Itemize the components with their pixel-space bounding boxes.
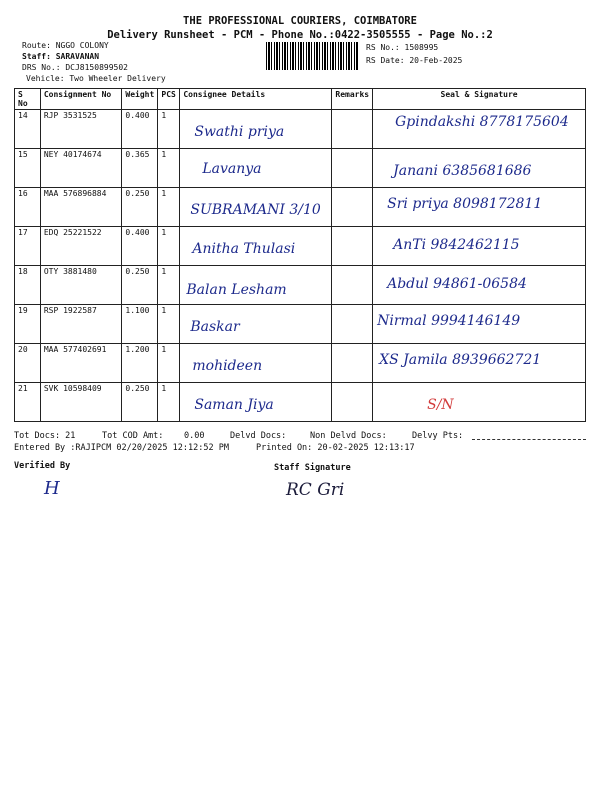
consignment-cell: RJP 3531525: [40, 110, 122, 149]
verified-by-label: Verified By: [14, 461, 71, 471]
weight-cell: 1.200: [122, 344, 158, 383]
remarks-cell: [332, 110, 373, 149]
col-consignment: Consignment No: [40, 89, 122, 110]
consignee-cell: [180, 188, 332, 227]
sno-cell: 15: [15, 149, 41, 188]
remarks-cell: [332, 383, 373, 422]
weight-cell: 0.250: [122, 383, 158, 422]
remarks-cell: [332, 227, 373, 266]
staff-label: Staff: SARAVANAN: [22, 52, 100, 61]
route-label: Route: NGGO COLONY: [22, 41, 109, 50]
seal-cell: [373, 383, 586, 422]
delivery-points: Delvy Pts:: [412, 431, 464, 441]
col-seal: Seal & Signature: [373, 89, 586, 110]
sno-cell: 16: [15, 188, 41, 227]
pcs-cell: 1: [158, 383, 180, 422]
table-row: [15, 344, 586, 383]
consignee-handwriting: Swathi priya: [194, 124, 285, 140]
seal-cell: [373, 188, 586, 227]
consignee-cell: [180, 149, 332, 188]
consignment-cell: MAA 577402691: [40, 344, 122, 383]
non-delivered-docs: Non Delvd Docs:: [310, 431, 387, 441]
consignee-handwriting: Lavanya: [202, 161, 262, 177]
col-pcs: PCS: [158, 89, 180, 110]
seal-cell: [373, 344, 586, 383]
barcode-image: [266, 42, 358, 70]
runsheet-subtitle: Delivery Runsheet - PCM - Phone No.:0422-3505555 - Page No.:2: [107, 29, 493, 41]
remarks-cell: [332, 344, 373, 383]
signature-handwriting: Gpindakshi 8778175604: [395, 114, 569, 130]
sno-cell: 14: [15, 110, 41, 149]
consignment-cell: OTY 3881480: [40, 266, 122, 305]
weight-cell: 0.250: [122, 266, 158, 305]
entered-by: Entered By :RAJIPCM 02/20/2025 12:12:52 PM: [14, 443, 229, 453]
printed-on: Printed On: 20-02-2025 12:13:17: [256, 443, 415, 453]
sno-cell: 19: [15, 305, 41, 344]
staff-signature-mark: RC Gri: [286, 480, 345, 500]
sno-cell: 21: [15, 383, 41, 422]
consignment-cell: RSP 1922587: [40, 305, 122, 344]
weight-cell: 0.250: [122, 188, 158, 227]
signature-handwriting: Nirmal 9994146149: [377, 313, 521, 329]
consignee-cell: [180, 266, 332, 305]
signature-handwriting: Sri priya 8098172811: [387, 196, 543, 212]
pcs-cell: 1: [158, 305, 180, 344]
seal-cell: [373, 149, 586, 188]
table-row: [15, 149, 586, 188]
remarks-cell: [332, 188, 373, 227]
col-sno: S No: [15, 89, 41, 110]
table-row: [15, 227, 586, 266]
signature-handwriting: XS Jamila 8939662721: [379, 352, 542, 368]
col-weight: Weight: [122, 89, 158, 110]
drs-number: DRS No.: DCJ8150899502: [22, 63, 128, 72]
consignment-cell: MAA 576896884: [40, 188, 122, 227]
pcs-cell: 1: [158, 110, 180, 149]
consignee-cell: [180, 110, 332, 149]
company-title: THE PROFESSIONAL COURIERS, COIMBATORE: [183, 15, 417, 27]
consignee-handwriting: mohideen: [192, 358, 263, 374]
rs-date: RS Date: 20-Feb-2025: [366, 56, 463, 65]
runsheet-table: [14, 88, 586, 422]
total-docs: Tot Docs: 21: [14, 431, 76, 441]
sno-cell: 20: [15, 344, 41, 383]
pcs-cell: 1: [158, 188, 180, 227]
seal-cell: [373, 266, 586, 305]
weight-cell: 0.400: [122, 110, 158, 149]
table-row: [15, 305, 586, 344]
signature-handwriting: AnTi 9842462115: [393, 237, 520, 253]
consignee-cell: [180, 305, 332, 344]
seal-cell: [373, 227, 586, 266]
consignment-cell: EDQ 25221522: [40, 227, 122, 266]
remarks-cell: [332, 305, 373, 344]
col-remarks: Remarks: [332, 89, 373, 110]
weight-cell: 1.100: [122, 305, 158, 344]
sno-cell: 17: [15, 227, 41, 266]
total-cod-label: Tot COD Amt:: [102, 431, 164, 441]
table-row: [15, 266, 586, 305]
verified-mark: H: [44, 478, 60, 499]
weight-cell: 0.400: [122, 227, 158, 266]
consignee-handwriting: Saman Jiya: [194, 397, 274, 413]
consignee-handwriting: Baskar: [190, 319, 240, 335]
table-row: [15, 383, 586, 422]
remarks-cell: [332, 149, 373, 188]
total-cod-value: 0.00: [184, 431, 205, 441]
signature-handwriting: S/N: [427, 397, 454, 413]
consignee-cell: [180, 227, 332, 266]
consignment-cell: NEY 40174674: [40, 149, 122, 188]
seal-cell: [373, 110, 586, 149]
sno-cell: 18: [15, 266, 41, 305]
consignee-handwriting: SUBRAMANI 3/10: [190, 202, 321, 218]
table-header-row: [15, 89, 586, 110]
pcs-cell: 1: [158, 344, 180, 383]
staff-signature-label: Staff Signature: [274, 463, 351, 473]
seal-cell: [373, 305, 586, 344]
table-row: [15, 188, 586, 227]
pcs-cell: 1: [158, 266, 180, 305]
table-row: [15, 110, 586, 149]
rs-number: RS No.: 1508995: [366, 43, 439, 52]
consignee-cell: [180, 344, 332, 383]
signature-handwriting: Abdul 94861-06584: [387, 276, 527, 292]
pcs-cell: 1: [158, 149, 180, 188]
remarks-cell: [332, 266, 373, 305]
weight-cell: 0.365: [122, 149, 158, 188]
signature-handwriting: Janani 6385681686: [393, 163, 532, 179]
vehicle-label: Vehicle: Two Wheeler Delivery: [26, 74, 166, 83]
delivery-points-line: [472, 439, 586, 440]
col-consignee: Consignee Details: [180, 89, 332, 110]
pcs-cell: 1: [158, 227, 180, 266]
consignee-handwriting: Anitha Thulasi: [192, 241, 296, 257]
consignment-cell: SVK 10598409: [40, 383, 122, 422]
consignee-handwriting: Balan Lesham: [186, 282, 287, 298]
delivered-docs: Delvd Docs:: [230, 431, 287, 441]
consignee-cell: [180, 383, 332, 422]
